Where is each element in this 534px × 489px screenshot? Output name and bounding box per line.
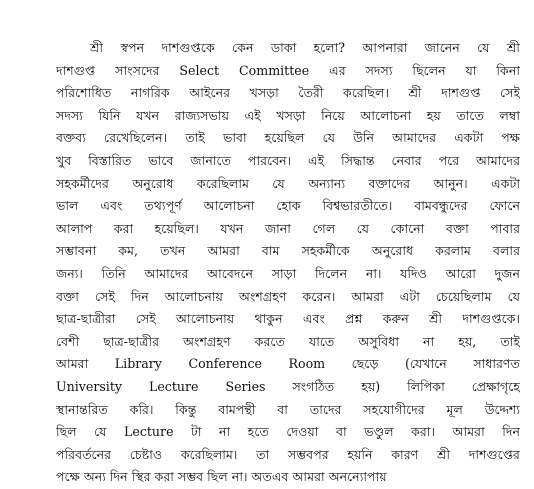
text-line: পরিশোধিত নাগরিক আইনের খসড়া তৈরী করেছিল। শ্রী দাশগুপ্ত সেই (56, 85, 520, 101)
text-line: পরিবর্তনের চেষ্টাও করেছিলাম। তা সম্ভবপর হয়নি কারণ শ্রী দাশগুপ্তের (56, 446, 520, 462)
text-line: দাশগুপ্ত সাংসদের Select Committee এর সদস্য ছিলেন যা কিনা (56, 62, 520, 78)
text-line: আমরা Library Conference Room ছেড়ে (যেখানে সাধারণত (56, 356, 520, 372)
text-line: খুব বিস্তারিত ভাবে জানাতে পারবেন। এই সিদ্ধান্ত নেবার পরে আমাদের (56, 152, 520, 168)
text-line: বেশী ছাত্র-ছাত্রীর অংশগ্রহণ করতে যাতে অসুবিধা না হয়, তাই (56, 333, 520, 349)
text-line: শ্রী স্বপন দাশগুপ্তকে কেন ডাকা হলো? আপনারা জানেন যে শ্রী (90, 40, 520, 55)
text-line: সহকর্মীদের অনুরোধ করেছিলাম যে অন্যান্য বক্তাদের আনুন। একটা (56, 175, 520, 191)
text-line: জন্য। তিনি আমাদের আবেদনে সাড়া দিলেন না। যদিও আরো দুজন (56, 265, 520, 281)
text-line: পক্ষে অন্য দিন স্থির করা সম্ভব ছিল না। অতএব আমরা অনন্যোপায় (56, 469, 387, 485)
text-line: বক্তা সেই দিন আলোচনায় অংশগ্রহণ করেন। আমরা এটা চেয়েছিলাম যে (56, 288, 520, 304)
text-line: ভাল এবং তথ্যপূর্ণ আলোচনা হোক বিশ্বভারতীতে। বামবন্ধুদের ফোনে (56, 198, 520, 214)
text-line: University Lecture Series সংগঠিত হয়) লিপিকা প্রেক্ষাগৃহে (56, 378, 520, 394)
text-line: বক্তব্য রেখেছিলেন। তাই ভাবা হয়েছিল যে উনি আমাদের একটা পক্ষ (56, 130, 520, 146)
body-paragraph (56, 37, 520, 489)
text-line: ছাত্র-ছাত্রীরা সেই আলোচনায় থাকুন এবং প্রশ্ন করুন শ্রী দাশগুপ্তকে। (56, 311, 520, 327)
text-line: আলাপ করা হয়েছিল। যখন জানা গেল যে কোনো বক্তা পাবার (56, 220, 520, 236)
text-line: সম্ভাবনা কম, তখন আমরা বাম সহকর্মীকে অনুরোধ করলাম বলার (56, 243, 520, 259)
text-line: ছিল যে Lecture টা না হতে দেওয়া বা ভণ্ডুল করা। আমরা দিন (56, 424, 520, 440)
text-line: স্থানান্তরিত করি। কিন্তু বামপন্থী বা তাদের সহযোগীদের মূল উদ্দেশ্য (56, 401, 520, 417)
text-line: সদস্য যিনি যখন রাজ্যসভায় এই খসড়া নিয়ে আলোচনা হয় তাতে লম্বা (56, 107, 520, 123)
